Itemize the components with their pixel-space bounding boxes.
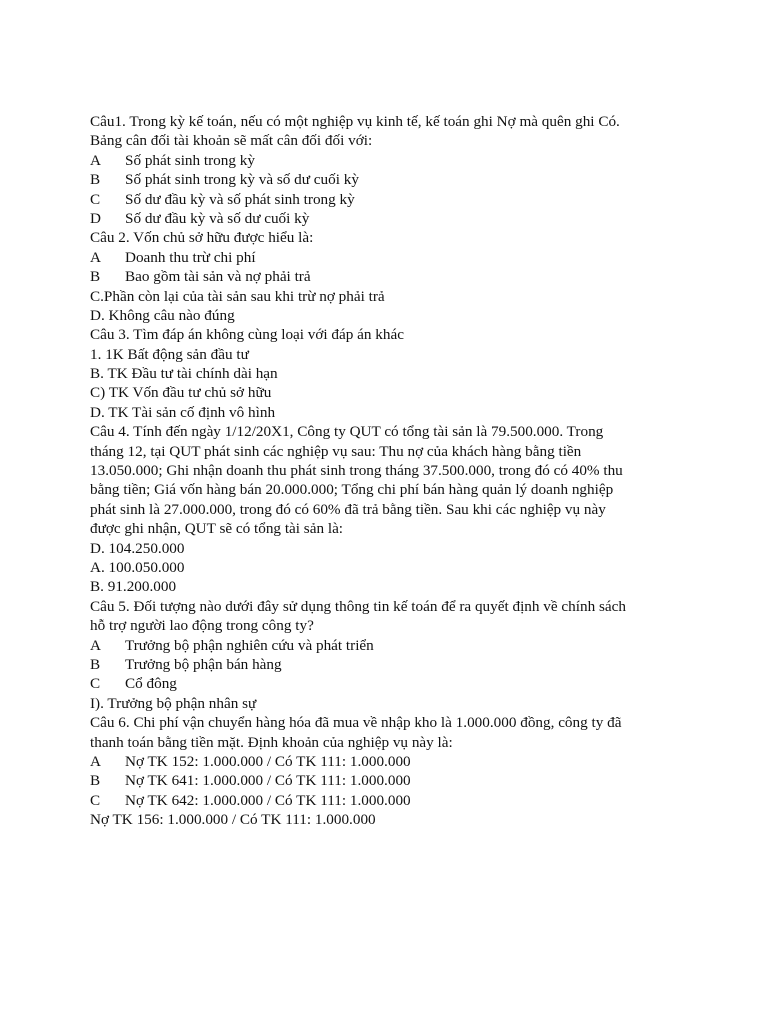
question-text-line: Câu 4. Tính đến ngày 1/12/20X1, Công ty QUT có tổng tài sản là 79.500.000. Trong xyxy=(90,423,604,441)
option-text: Bao gồm tài sản và nợ phải trả xyxy=(125,268,311,286)
option-text: Trưởng bộ phận nghiên cứu và phát triển xyxy=(125,636,374,654)
question-text-line: tháng 12, tại QUT phát sinh các nghiệp vụ sau: Thu nợ của khách hàng bằng tiền xyxy=(90,442,582,460)
answer-option xyxy=(90,655,730,674)
option-letter: D xyxy=(90,209,101,227)
answer-line: Nợ TK 156: 1.000.000 / Có TK 111: 1.000.000 xyxy=(90,811,376,829)
answer-line: 1. 1K Bất động sản đầu tư xyxy=(90,345,249,363)
option-letter: B xyxy=(90,171,101,189)
answer-line: D. Không câu nào đúng xyxy=(90,306,235,324)
document-page xyxy=(90,112,730,829)
question-5 xyxy=(90,597,730,713)
option-letter: A xyxy=(90,636,101,654)
option-letter: C xyxy=(90,791,101,809)
option-text: Cổ đông xyxy=(125,675,177,693)
answer-line: I). Trưởng bộ phận nhân sự xyxy=(90,694,257,712)
option-text: Số phát sinh trong kỳ và số dư cuối kỳ xyxy=(125,171,359,189)
question-text-line: Câu 2. Vốn chủ sở hữu được hiểu là: xyxy=(90,229,314,247)
option-text: Nợ TK 641: 1.000.000 / Có TK 111: 1.000.000 xyxy=(125,772,411,790)
question-text-line: phát sinh là 27.000.000, trong đó có 60% đã trả bằng tiền. Sau khi các nghiệp vụ này xyxy=(90,500,606,518)
option-letter: A xyxy=(90,151,101,169)
option-text: Nợ TK 642: 1.000.000 / Có TK 111: 1.000.000 xyxy=(125,791,411,809)
answer-option xyxy=(90,674,730,693)
question-text-line: Bảng cân đối tài khoản sẽ mất cân đối đối với: xyxy=(90,132,373,150)
answer-line: A. 100.050.000 xyxy=(90,558,185,576)
question-text-line: được ghi nhận, QUT sẽ có tổng tài sản là: xyxy=(90,520,344,538)
option-text: Số phát sinh trong kỳ xyxy=(125,151,255,169)
question-text-line: Câu 6. Chi phí vận chuyển hàng hóa đã mua về nhập kho là 1.000.000 đồng, công ty đã xyxy=(90,714,622,732)
option-letter: B xyxy=(90,772,101,790)
answer-option xyxy=(90,190,730,209)
option-text: Số dư đầu kỳ và số phát sinh trong kỳ xyxy=(125,190,355,208)
answer-line: C.Phần còn lại của tài sản sau khi trừ nợ phải trả xyxy=(90,287,385,305)
option-text: Doanh thu trừ chi phí xyxy=(125,248,256,266)
option-text: Số dư đầu kỳ và số dư cuối kỳ xyxy=(125,209,310,227)
option-letter: C xyxy=(90,190,101,208)
option-letter: C xyxy=(90,675,101,693)
answer-option xyxy=(90,267,730,286)
answer-option xyxy=(90,771,730,790)
answer-line: D. TK Tài sản cố định vô hình xyxy=(90,403,276,421)
option-text: Nợ TK 152: 1.000.000 / Có TK 111: 1.000.000 xyxy=(125,752,411,770)
answer-line: C) TK Vốn đầu tư chủ sở hữu xyxy=(90,384,272,402)
answer-line: B. TK Đầu tư tài chính dài hạn xyxy=(90,365,278,383)
answer-option xyxy=(90,209,730,228)
question-text-line: 13.050.000; Ghi nhận doanh thu phát sinh trong tháng 37.500.000, trong đó có 40% thu xyxy=(90,462,623,480)
answer-line: B. 91.200.000 xyxy=(90,578,177,596)
question-text-line: Câu 5. Đối tượng nào dưới đây sử dụng thông tin kế toán để ra quyết định về chính sách xyxy=(90,597,626,615)
question-text-line: thanh toán bằng tiền mặt. Định khoản của nghiệp vụ này là: xyxy=(90,733,453,751)
answer-option xyxy=(90,636,730,655)
option-letter: B xyxy=(90,268,101,286)
question-6 xyxy=(90,713,730,829)
option-text: Trưởng bộ phận bán hàng xyxy=(125,655,282,673)
question-text-line: bằng tiền; Giá vốn hàng bán 20.000.000; Tổng chi phí bán hàng quản lý doanh nghiệp xyxy=(90,481,614,499)
answer-option xyxy=(90,752,730,771)
answer-line: D. 104.250.000 xyxy=(90,539,185,557)
option-letter: A xyxy=(90,752,101,770)
answer-option xyxy=(90,791,730,810)
question-4 xyxy=(90,422,730,597)
answer-option xyxy=(90,170,730,189)
question-text-line: Câu 3. Tìm đáp án không cùng loại với đáp án khác xyxy=(90,326,404,344)
question-3 xyxy=(90,325,730,422)
question-1 xyxy=(90,112,730,228)
option-letter: A xyxy=(90,248,101,266)
question-text-line: Câu1. Trong kỳ kế toán, nếu có một nghiệp vụ kinh tế, kế toán ghi Nợ mà quên ghi Có. xyxy=(90,113,620,130)
answer-option xyxy=(90,248,730,267)
option-letter: B xyxy=(90,655,101,673)
question-2 xyxy=(90,228,730,325)
question-text-line: hỗ trợ người lao động trong công ty? xyxy=(90,617,314,635)
answer-option xyxy=(90,151,730,170)
